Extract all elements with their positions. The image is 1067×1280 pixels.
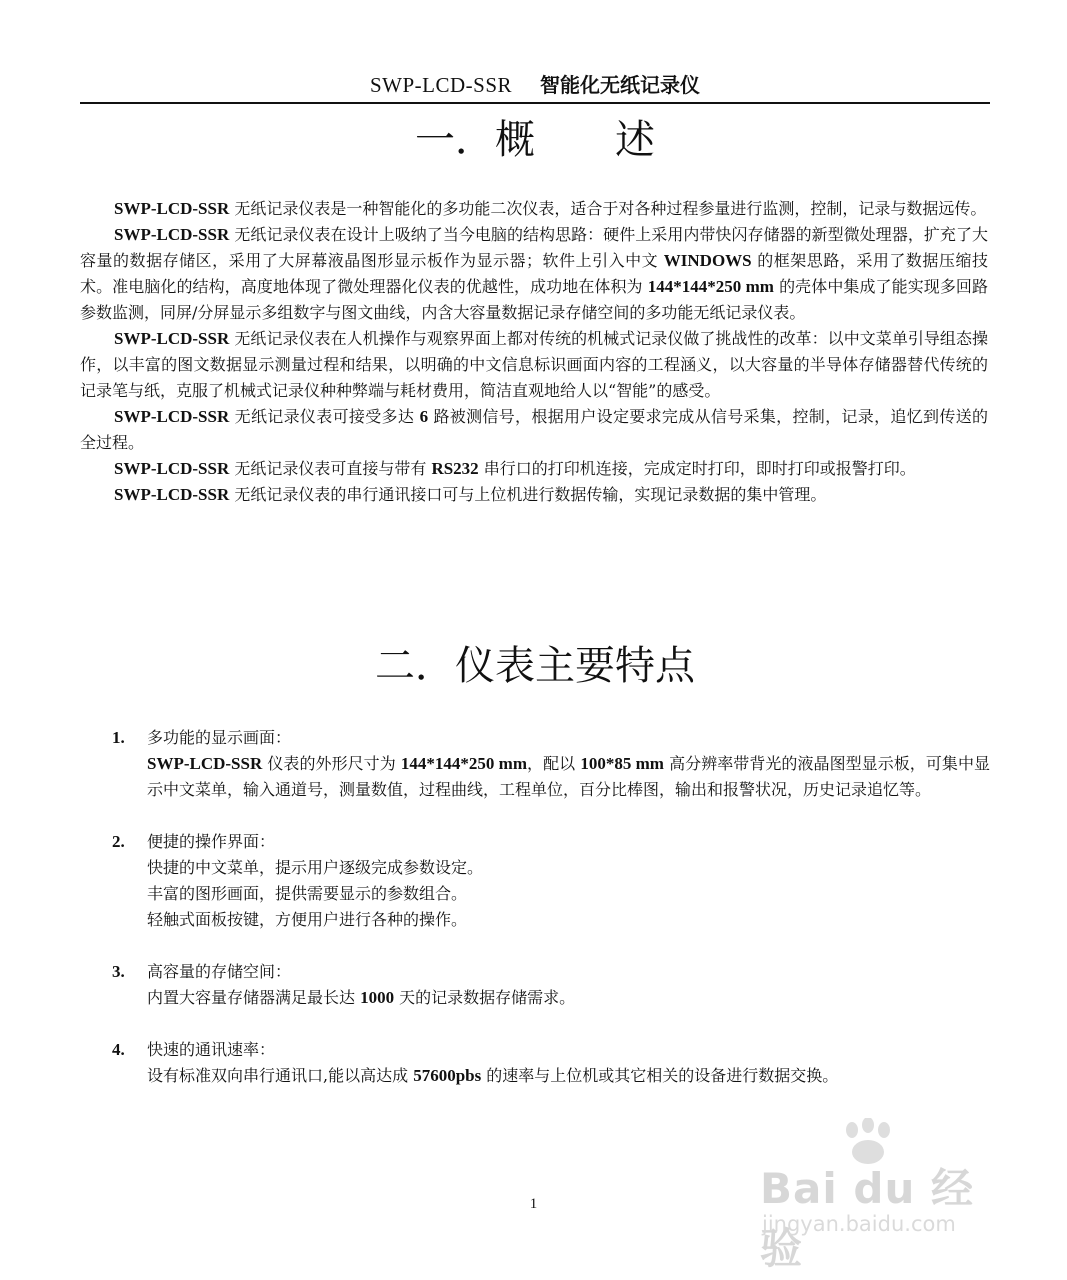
text-run: 路被测信号，根据用户设定要求完成从信号采集，控制，记录，追忆到传送的全过程。 [80,407,988,452]
paragraph [80,482,988,508]
text-run: 的壳体中集成了能实现多回路参数监测，同屏/分屏显示多组数字与图文曲线，内含大容量数据记录存储空间的多功能无纸记录仪表。 [80,277,988,322]
bold-text: SWP-LCD-SSR [114,225,230,244]
text-run: ，配以 [527,754,581,773]
paragraph [80,222,988,326]
bold-text: SWP-LCD-SSR [114,199,230,218]
bold-text: 6 [419,407,429,426]
feature-line [147,1063,990,1089]
text-run: 内置大容量存储器满足最长达 [147,988,361,1007]
feature-number: 3. [112,962,125,981]
bold-text: SWP-LCD-SSR [114,407,230,426]
feature-list [80,725,990,1115]
paragraph [80,404,988,456]
bold-text: 57600pbs [413,1066,482,1085]
bold-text: WINDOWS [663,251,752,270]
section-1-body [80,196,988,508]
header-model: SWP-LCD-SSR [369,73,513,97]
text-run: 的框架思路，采用了数据压缩技术。准电脑化的结构，高度地体现了微处理器化仪表的优越性，成功地在体积为 [80,251,988,296]
feature-line [147,855,990,881]
text-run: 串行口的打印机连接，完成定时打印，即时打印或报警打印。 [478,459,916,478]
feature-line [147,881,990,907]
text-run: 设有标准双向串行通讯口,能以高达成 [147,1066,414,1085]
bold-text: SWP-LCD-SSR [114,459,230,478]
bold-text: RS232 [431,459,479,478]
text-run: 丰富的图形画面，提供需要显示的参数组合。 [147,884,468,903]
page-number: 1 [529,1196,538,1212]
text-run: 无纸记录仪表在人机操作与观察界面上都对传统的机械式记录仪做了挑战性的改革：以中文菜单引导组态操作，以丰富的图文数据显示测量过程和结果，以明确的中文信息标识画面内容的工程涵义，以大容量的半导体存储器替代传统的记录笔与纸，克服了机械式记录仪种种弊端与耗材费用，简洁直观地给人以“智能”的感受。 [80,329,988,400]
text-run: 无纸记录仪表可接受多达 [229,407,420,426]
feature-number: 1. [112,728,125,747]
text-run: 天的记录数据存储需求。 [394,988,576,1007]
bold-text: 1000 [360,988,395,1007]
feature-title: 便捷的操作界面： [147,832,276,851]
bold-text: 144*144*250 mm [647,277,774,296]
bold-text: SWP-LCD-SSR [147,754,263,773]
text-run: 无纸记录仪表的串行通讯接口可与上位机进行数据传输，实现记录数据的集中管理。 [229,485,827,504]
text-run: 高分辨率带背光的液晶图型显示板，可集中显示中文菜单，输入通道号，测量数值，过程曲线，工程单位，百分比棒图，输出和报警状况，历史记录追忆等。 [147,754,990,799]
text-run: 无纸记录仪表可直接与带有 [229,459,432,478]
feature-number: 4. [112,1040,125,1059]
watermark-brand: Bai du 经验 [760,1164,974,1273]
feature-item [80,829,990,933]
feature-title: 高容量的存储空间： [147,962,292,981]
text-run: 无纸记录仪表在设计上吸纳了当今电脑的结构思路：硬件上采用内带快闪存储器的新型微处理器，扩充了大容量的数据存储区，采用了大屏幕液晶图形显示板作为显示器；软件上引入中文 [80,225,988,270]
section-2-title: 二．仪表主要特点 [375,643,695,689]
header-product: 智能化无纸记录仪 [540,73,701,97]
bold-text: SWP-LCD-SSR [114,485,230,504]
watermark-url: jingyan.baidu.com [762,1212,956,1236]
section-1-title: 一．概 述 [415,117,655,163]
text-run: 仪表的外形尺寸为 [262,754,401,773]
feature-line [147,907,990,933]
paragraph [80,456,988,482]
feature-item [80,959,990,1011]
feature-item [80,1037,990,1089]
bold-text: 144*144*250 mm [400,754,528,773]
text-run: 的速率与上位机或其它相关的设备进行数据交换。 [481,1066,839,1085]
text-run: 轻触式面板按键，方便用户进行各种的操作。 [147,910,468,929]
text-run: 快捷的中文菜单，提示用户逐级完成参数设定。 [147,858,484,877]
baidu-watermark [752,1118,1002,1273]
running-header [80,70,990,100]
header-rule [80,102,990,104]
feature-item [80,725,990,803]
bold-text: SWP-LCD-SSR [114,329,230,348]
feature-title: 多功能的显示画面： [147,728,292,747]
bold-text: 100*85 mm [580,754,664,773]
paragraph [80,196,988,222]
feature-number: 2. [112,832,125,851]
feature-line [147,985,990,1011]
text-run: 无纸记录仪表是一种智能化的多功能二次仪表，适合于对各种过程参量进行监测，控制，记录与数据远传。 [229,199,987,218]
feature-title: 快速的通讯速率： [147,1040,276,1059]
feature-line [147,751,990,803]
paragraph [80,326,988,404]
